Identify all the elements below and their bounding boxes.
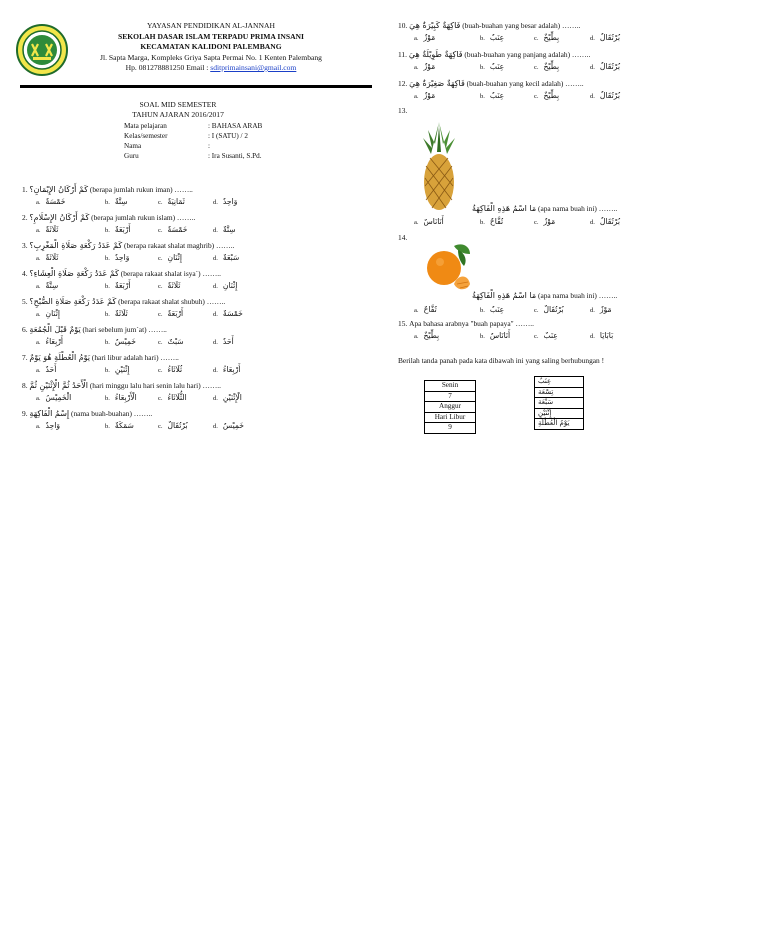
option-letter: a.	[36, 255, 41, 262]
answer-option[interactable]	[480, 33, 504, 44]
question-number: 14.	[398, 233, 408, 242]
option-letter: b.	[105, 367, 110, 374]
matching-right-table	[534, 376, 584, 430]
option-letter: c.	[158, 227, 163, 234]
answer-option[interactable]	[414, 91, 435, 102]
option-letter: b.	[105, 311, 110, 318]
question	[22, 184, 193, 195]
answer-option[interactable]	[534, 62, 559, 73]
answer-option[interactable]	[158, 421, 188, 432]
matching-left-cell[interactable]: Hari Libur	[425, 413, 475, 424]
option-letter: b.	[480, 307, 485, 314]
option-arabic: بِطِّيْخٌ	[543, 33, 560, 42]
option-letter: b.	[105, 395, 110, 402]
option-letter: c.	[534, 93, 539, 100]
question-arabic: يَوْمُ الْعُطْلَةِ هُوَ يَوْمٌ	[29, 353, 91, 362]
answer-option[interactable]	[414, 62, 435, 73]
option-letter: d.	[590, 219, 595, 226]
option-arabic: تُفَّاحٌ	[423, 305, 437, 314]
option-letter: b.	[105, 255, 110, 262]
answer-option[interactable]	[105, 309, 128, 320]
answer-option[interactable]	[480, 217, 503, 228]
option-letter: d.	[590, 93, 595, 100]
option-arabic: ثَلَاثَةٌ	[167, 281, 181, 290]
question-translation: (hari sebelum jum`at) ……..	[80, 325, 167, 334]
option-letter: b.	[480, 93, 485, 100]
answer-option[interactable]	[213, 197, 237, 208]
option-letter: d.	[213, 395, 218, 402]
answer-option[interactable]	[213, 337, 234, 348]
option-arabic: أَحَدٌ	[222, 337, 234, 346]
option-letter: a.	[414, 64, 419, 71]
school-header	[60, 21, 362, 74]
question-translation: (nama buah-buahan) ……..	[69, 409, 153, 418]
question	[22, 296, 225, 307]
info-row: Guru : Ira Susanti, S.Pd.	[124, 152, 262, 160]
option-arabic: سَبْعَةٌ	[222, 253, 240, 262]
option-arabic: مَوْزٌ	[423, 91, 436, 100]
option-arabic: أَرْبِعَاءُ	[222, 365, 241, 374]
question-translation: (apa nama buah ini) ……..	[536, 291, 618, 300]
question	[22, 212, 195, 223]
question-number: 9.	[22, 409, 28, 418]
option-arabic: أَنَانَاسٌ	[423, 217, 444, 226]
option-arabic: بِطِّيْخٌ	[423, 331, 440, 340]
option-arabic: بِطِّيْخٌ	[543, 91, 560, 100]
option-letter: d.	[590, 333, 595, 340]
answer-option[interactable]	[590, 91, 620, 102]
answer-option[interactable]	[480, 331, 510, 342]
answer-option[interactable]	[590, 305, 612, 316]
question-translation: (buah-buahan yang besar adalah) ……..	[460, 21, 581, 30]
question-translation: Apa bahasa arabnya "buah papaya" ……..	[409, 319, 534, 328]
question-number: 3.	[22, 241, 28, 250]
option-letter: d.	[213, 311, 218, 318]
option-arabic: وَاحِدٌ	[45, 421, 60, 430]
answer-option[interactable]	[534, 217, 555, 228]
district-name: KECAMATAN KALIDONI PALEMBANG	[140, 42, 282, 51]
question-number: 15.	[398, 319, 408, 328]
option-arabic: مَوْزٌ	[423, 33, 436, 42]
answer-option[interactable]	[105, 197, 128, 208]
question-number: 5.	[22, 297, 28, 306]
answer-option[interactable]	[213, 253, 239, 264]
question-arabic: كَمْ عَدَدُ رَكْعَةِ صَلَاةِ الْعِشَاءِ؟	[29, 269, 119, 278]
option-arabic: عِنَبٌ	[489, 305, 505, 314]
option-arabic: أَرْبَعَةٌ	[167, 309, 184, 318]
option-arabic: خَمْسَةٌ	[222, 309, 243, 318]
option-letter: c.	[534, 307, 539, 314]
answer-option[interactable]	[534, 33, 559, 44]
option-arabic: مَوْزٌ	[543, 217, 556, 226]
option-letter: c.	[534, 35, 539, 42]
question-arabic: مَا اسْمُ هَذِهِ الْفَاكِهَةُ	[472, 291, 537, 300]
option-letter: b.	[105, 283, 110, 290]
question-number: 12.	[398, 79, 408, 88]
question-number: 8.	[22, 381, 28, 390]
question	[22, 380, 221, 391]
question-text	[472, 203, 617, 214]
answer-option[interactable]	[414, 33, 435, 44]
option-arabic: بُرْتُقَالٌ	[543, 305, 564, 314]
option-letter: c.	[534, 333, 539, 340]
option-arabic: بِطِّيْخٌ	[543, 62, 560, 71]
exam-info	[124, 121, 262, 161]
option-arabic: أَرْبِعَاءُ	[45, 337, 63, 346]
option-arabic: مَوْزٌ	[423, 62, 436, 71]
option-letter: d.	[590, 307, 595, 314]
option-letter: a.	[414, 219, 419, 226]
option-arabic: إِثْنَانِ	[222, 281, 238, 290]
matching-left-cell[interactable]: Anggur	[425, 402, 475, 413]
option-letter: b.	[480, 64, 485, 71]
info-row: Kelas/semester : I (SATU) / 2	[124, 132, 248, 140]
option-letter: c.	[534, 64, 539, 71]
answer-option[interactable]	[158, 337, 184, 348]
answer-option[interactable]	[213, 281, 237, 292]
option-letter: d.	[213, 423, 218, 430]
question	[22, 324, 167, 335]
option-arabic: أَنَانَاسٌ	[489, 331, 511, 340]
option-letter: b.	[480, 333, 485, 340]
answer-option[interactable]	[36, 197, 65, 208]
question-translation: (berapa rakaat shalat shubuh) ……..	[116, 297, 226, 306]
answer-option[interactable]	[480, 305, 504, 316]
option-letter: c.	[158, 255, 163, 262]
option-letter: c.	[534, 219, 539, 226]
answer-option[interactable]	[158, 393, 187, 404]
option-arabic: أَرْبَعَةٌ	[114, 281, 131, 290]
answer-option[interactable]	[36, 365, 56, 376]
contact-phone: Hp. 081278881250 Email :	[125, 63, 211, 72]
orange-image	[424, 240, 474, 296]
answer-option[interactable]	[158, 309, 183, 320]
answer-option[interactable]	[105, 253, 129, 264]
question-number: 11.	[398, 50, 407, 59]
answer-option[interactable]	[480, 91, 504, 102]
option-arabic: إِثْنَانِ	[167, 253, 182, 262]
answer-option[interactable]	[105, 225, 131, 236]
question	[22, 352, 179, 363]
matching-instruction: Berilah tanda panah pada kata dibawah ini yang saling berhubungan !	[398, 356, 605, 365]
option-letter: a.	[36, 395, 41, 402]
option-arabic: الْأَرْبِعَاءُ	[114, 393, 137, 402]
option-arabic: تُفَّاحٌ	[489, 217, 504, 226]
option-arabic: مَوْزٌ	[599, 305, 612, 314]
option-letter: b.	[105, 423, 110, 430]
matching-left-cell[interactable]: 7	[425, 392, 475, 403]
question-arabic: كَمْ أَرْكَانُ الإِسْلَامِ؟	[29, 213, 90, 222]
answer-option[interactable]	[36, 225, 58, 236]
option-arabic: ثَلَاثَةٌ	[45, 225, 59, 234]
answer-option[interactable]	[590, 33, 620, 44]
question-arabic: فَاكِهَةٌ صَغِيْرَةٌ هِيَ	[409, 79, 465, 88]
option-letter: b.	[480, 35, 485, 42]
option-letter: a.	[36, 311, 41, 318]
option-arabic: عِنَبٌ	[543, 331, 558, 340]
answer-option[interactable]	[590, 217, 620, 228]
question-translation: (apa nama buah ini) ……..	[536, 204, 618, 213]
answer-option[interactable]	[36, 309, 60, 320]
option-arabic: إِثْنَانِ	[45, 309, 60, 318]
option-letter: a.	[414, 333, 419, 340]
answer-option[interactable]	[158, 197, 185, 208]
question-translation: (hari minggu lalu hari senin lalu hari) ……..	[88, 381, 221, 390]
answer-option[interactable]	[36, 393, 71, 404]
question-arabic: فَاكِهَةٌ طَوِيْلَةٌ هِيَ	[408, 50, 463, 59]
option-letter: d.	[213, 367, 218, 374]
question	[398, 20, 580, 31]
option-arabic: سَبْتٌ	[167, 337, 184, 346]
option-arabic: إِثْنَيْنِ	[114, 365, 130, 374]
option-arabic: الْإِثْنَيْنِ	[222, 393, 242, 402]
question	[22, 408, 152, 419]
option-arabic: بُرْتُقَالٌ	[599, 33, 620, 42]
question-translation: (buah-buahan yang kecil adalah) ……..	[464, 79, 584, 88]
pineapple-image	[420, 120, 458, 212]
question	[398, 318, 534, 329]
option-letter: a.	[414, 307, 419, 314]
option-arabic: الثُّلَاثَاءُ	[167, 393, 187, 402]
option-arabic: الْخَمِيْسُ	[45, 393, 72, 402]
option-arabic: بَابَايَا	[599, 331, 614, 340]
question-translation: (berapa jumlah rukun islam) ……..	[89, 213, 196, 222]
answer-option[interactable]	[480, 62, 504, 73]
answer-option[interactable]	[534, 305, 564, 316]
exam-year: TAHUN AJARAN 2016/2017	[132, 109, 224, 119]
matching-right-cell[interactable]: سَبْعَة	[535, 398, 583, 409]
option-letter: c.	[158, 423, 163, 430]
question-arabic: يَوْمٌ قَبْلَ الْجُمُعَةِ	[29, 325, 81, 334]
matching-left-cell[interactable]: Senin	[425, 381, 475, 392]
option-arabic: خَمْسَةٌ	[167, 225, 188, 234]
option-letter: d.	[213, 227, 218, 234]
matching-right-cell[interactable]: عِنَبٌ	[535, 377, 583, 388]
option-arabic: عِنَبٌ	[489, 33, 505, 42]
question-arabic: الْأَحَدُ ثُمَّ الْإِثْنَيْنِ ثُمَّ	[29, 381, 88, 390]
answer-option[interactable]	[213, 225, 236, 236]
question-arabic: فَاكِهَةٌ كَبِيْرَةٌ هِيَ	[409, 21, 461, 30]
question-number: 13.	[398, 106, 408, 115]
info-row: Mata pelajaran : BAHASA ARAB	[124, 122, 263, 130]
answer-option[interactable]	[414, 217, 444, 228]
answer-option[interactable]	[158, 365, 182, 376]
answer-option[interactable]	[590, 62, 620, 73]
option-letter: c.	[158, 283, 163, 290]
answer-option[interactable]	[534, 91, 559, 102]
option-letter: a.	[414, 35, 419, 42]
matching-right-cell[interactable]: إِثْنَيْنِ	[535, 409, 583, 420]
question-translation: (berapa rakaat shalat isya`) ……..	[118, 269, 221, 278]
question-arabic: كَمْ عَدَدُ رَكْعَةِ صَلَاةِ الصُّبْحِ؟	[29, 297, 117, 306]
school-address: Jl. Sapta Marga, Kompleks Griya Sapta Permai No. 1 Kenten Palembang	[100, 52, 322, 62]
option-letter: d.	[213, 255, 218, 262]
school-contact	[60, 63, 362, 74]
option-letter: d.	[590, 35, 595, 42]
option-arabic: ثُلَاثَاءُ	[167, 365, 183, 374]
question	[398, 49, 590, 60]
matching-right-cell[interactable]: يَوْمُ الْعُطْلَةِ	[538, 419, 570, 427]
option-arabic: خَمْسَةٌ	[45, 197, 66, 206]
answer-option[interactable]	[158, 281, 180, 292]
answer-option[interactable]	[105, 337, 136, 348]
question-number: 7.	[22, 353, 28, 362]
option-arabic: عِنَبٌ	[489, 62, 505, 71]
question-number: 4.	[22, 269, 28, 278]
option-arabic: سِتَّةٌ	[114, 197, 128, 206]
school-email-link[interactable]: sditprimainsani@gmail.com	[210, 63, 297, 72]
option-letter: a.	[36, 339, 41, 346]
option-arabic: ثَلَاثَةٌ	[114, 309, 128, 318]
option-letter: a.	[36, 423, 41, 430]
answer-option[interactable]	[105, 421, 134, 432]
option-arabic: خَمِيْسٌ	[114, 337, 136, 346]
info-row: Nama :	[124, 142, 210, 150]
answer-option[interactable]	[105, 393, 137, 404]
option-arabic: بُرْتُقَالٌ	[599, 217, 620, 226]
question-arabic: إِسْمُ الْفَاكِهَةِ	[29, 409, 70, 418]
question-number: 1.	[22, 185, 28, 194]
option-arabic: بُرْتُقَالٌ	[599, 91, 620, 100]
question-text	[472, 290, 617, 301]
answer-option[interactable]	[105, 365, 130, 376]
question-number: 10.	[398, 21, 408, 30]
answer-option[interactable]	[414, 331, 439, 342]
option-arabic: أَرْبَعَةٌ	[114, 225, 131, 234]
question-arabic: كَمْ أَرْكَانُ الإِيْمَانِ؟	[29, 185, 89, 194]
answer-option[interactable]	[105, 281, 131, 292]
option-letter: d.	[213, 199, 218, 206]
answer-option[interactable]	[36, 421, 60, 432]
question-number: 6.	[22, 325, 28, 334]
answer-option[interactable]	[36, 253, 58, 264]
option-letter: b.	[105, 199, 110, 206]
matching-left-cell[interactable]: 9	[448, 423, 452, 431]
answer-option[interactable]	[36, 281, 58, 292]
option-arabic: عِنَبٌ	[489, 91, 505, 100]
answer-option[interactable]	[213, 393, 242, 404]
option-arabic: خَمِيْسٌ	[222, 421, 244, 430]
option-arabic: بُرْتُقَالٌ	[167, 421, 188, 430]
option-letter: a.	[36, 283, 41, 290]
option-letter: c.	[158, 311, 163, 318]
option-arabic: وَاحِدٌ	[222, 197, 238, 206]
option-letter: c.	[158, 367, 163, 374]
option-letter: d.	[590, 64, 595, 71]
question	[22, 268, 221, 279]
option-letter: b.	[480, 219, 485, 226]
option-arabic: ثَمَانِيَةٌ	[167, 197, 185, 206]
question-translation: (berapa jumlah rukun iman) ……..	[88, 185, 193, 194]
answer-option[interactable]	[590, 331, 613, 342]
question-number: 2.	[22, 213, 28, 222]
option-letter: c.	[158, 339, 163, 346]
option-arabic: وَاحِدٌ	[114, 253, 130, 262]
answer-option[interactable]	[534, 331, 558, 342]
option-letter: c.	[158, 199, 163, 206]
question-arabic: كَمْ عَدَدُ رَكْعَةِ صَلَاةِ الْمَغْرِبِ؟	[29, 241, 123, 250]
answer-option[interactable]	[414, 305, 437, 316]
option-arabic: سَمَكَةٌ	[114, 421, 134, 430]
question-translation: (buah-buahan yang panjang adalah) ……..	[462, 50, 591, 59]
answer-option[interactable]	[213, 309, 243, 320]
question-translation: (hari libur adalah hari) ……..	[90, 353, 179, 362]
answer-option[interactable]	[36, 337, 63, 348]
option-arabic: بُرْتُقَالٌ	[599, 62, 620, 71]
option-arabic: سِتَّةٌ	[222, 225, 236, 234]
school-name: SEKOLAH DASAR ISLAM TERPADU PRIMA INSANI	[117, 31, 304, 41]
option-letter: a.	[414, 93, 419, 100]
question-translation: (berapa rakaat shalat maghrib) ……..	[122, 241, 235, 250]
answer-option[interactable]	[213, 365, 240, 376]
option-letter: a.	[36, 227, 41, 234]
option-letter: a.	[36, 367, 41, 374]
exam-title-block	[118, 100, 238, 119]
matching-left-table	[424, 380, 476, 434]
option-letter: b.	[105, 227, 110, 234]
answer-option[interactable]	[158, 225, 187, 236]
option-letter: d.	[213, 339, 218, 346]
option-letter: a.	[36, 199, 41, 206]
option-letter: c.	[158, 395, 163, 402]
option-arabic: ثَلَاثَةٌ	[45, 253, 59, 262]
exam-title: SOAL MID SEMESTER	[139, 100, 217, 109]
answer-option[interactable]	[158, 253, 182, 264]
answer-option[interactable]	[213, 421, 244, 432]
question	[22, 240, 234, 251]
option-arabic: سِتَّةٌ	[45, 281, 59, 290]
question-arabic: مَا اسْمُ هَذِهِ الْفَاكِهَةُ	[472, 204, 537, 213]
option-letter: b.	[105, 339, 110, 346]
option-arabic: أَحَدٌ	[45, 365, 57, 374]
question	[398, 78, 584, 89]
option-letter: d.	[213, 283, 218, 290]
foundation-name: YAYASAN PENDIDIKAN AL-JANNAH	[147, 21, 275, 30]
matching-right-cell[interactable]: تِسْعَة	[535, 388, 583, 399]
header-divider	[20, 85, 372, 88]
